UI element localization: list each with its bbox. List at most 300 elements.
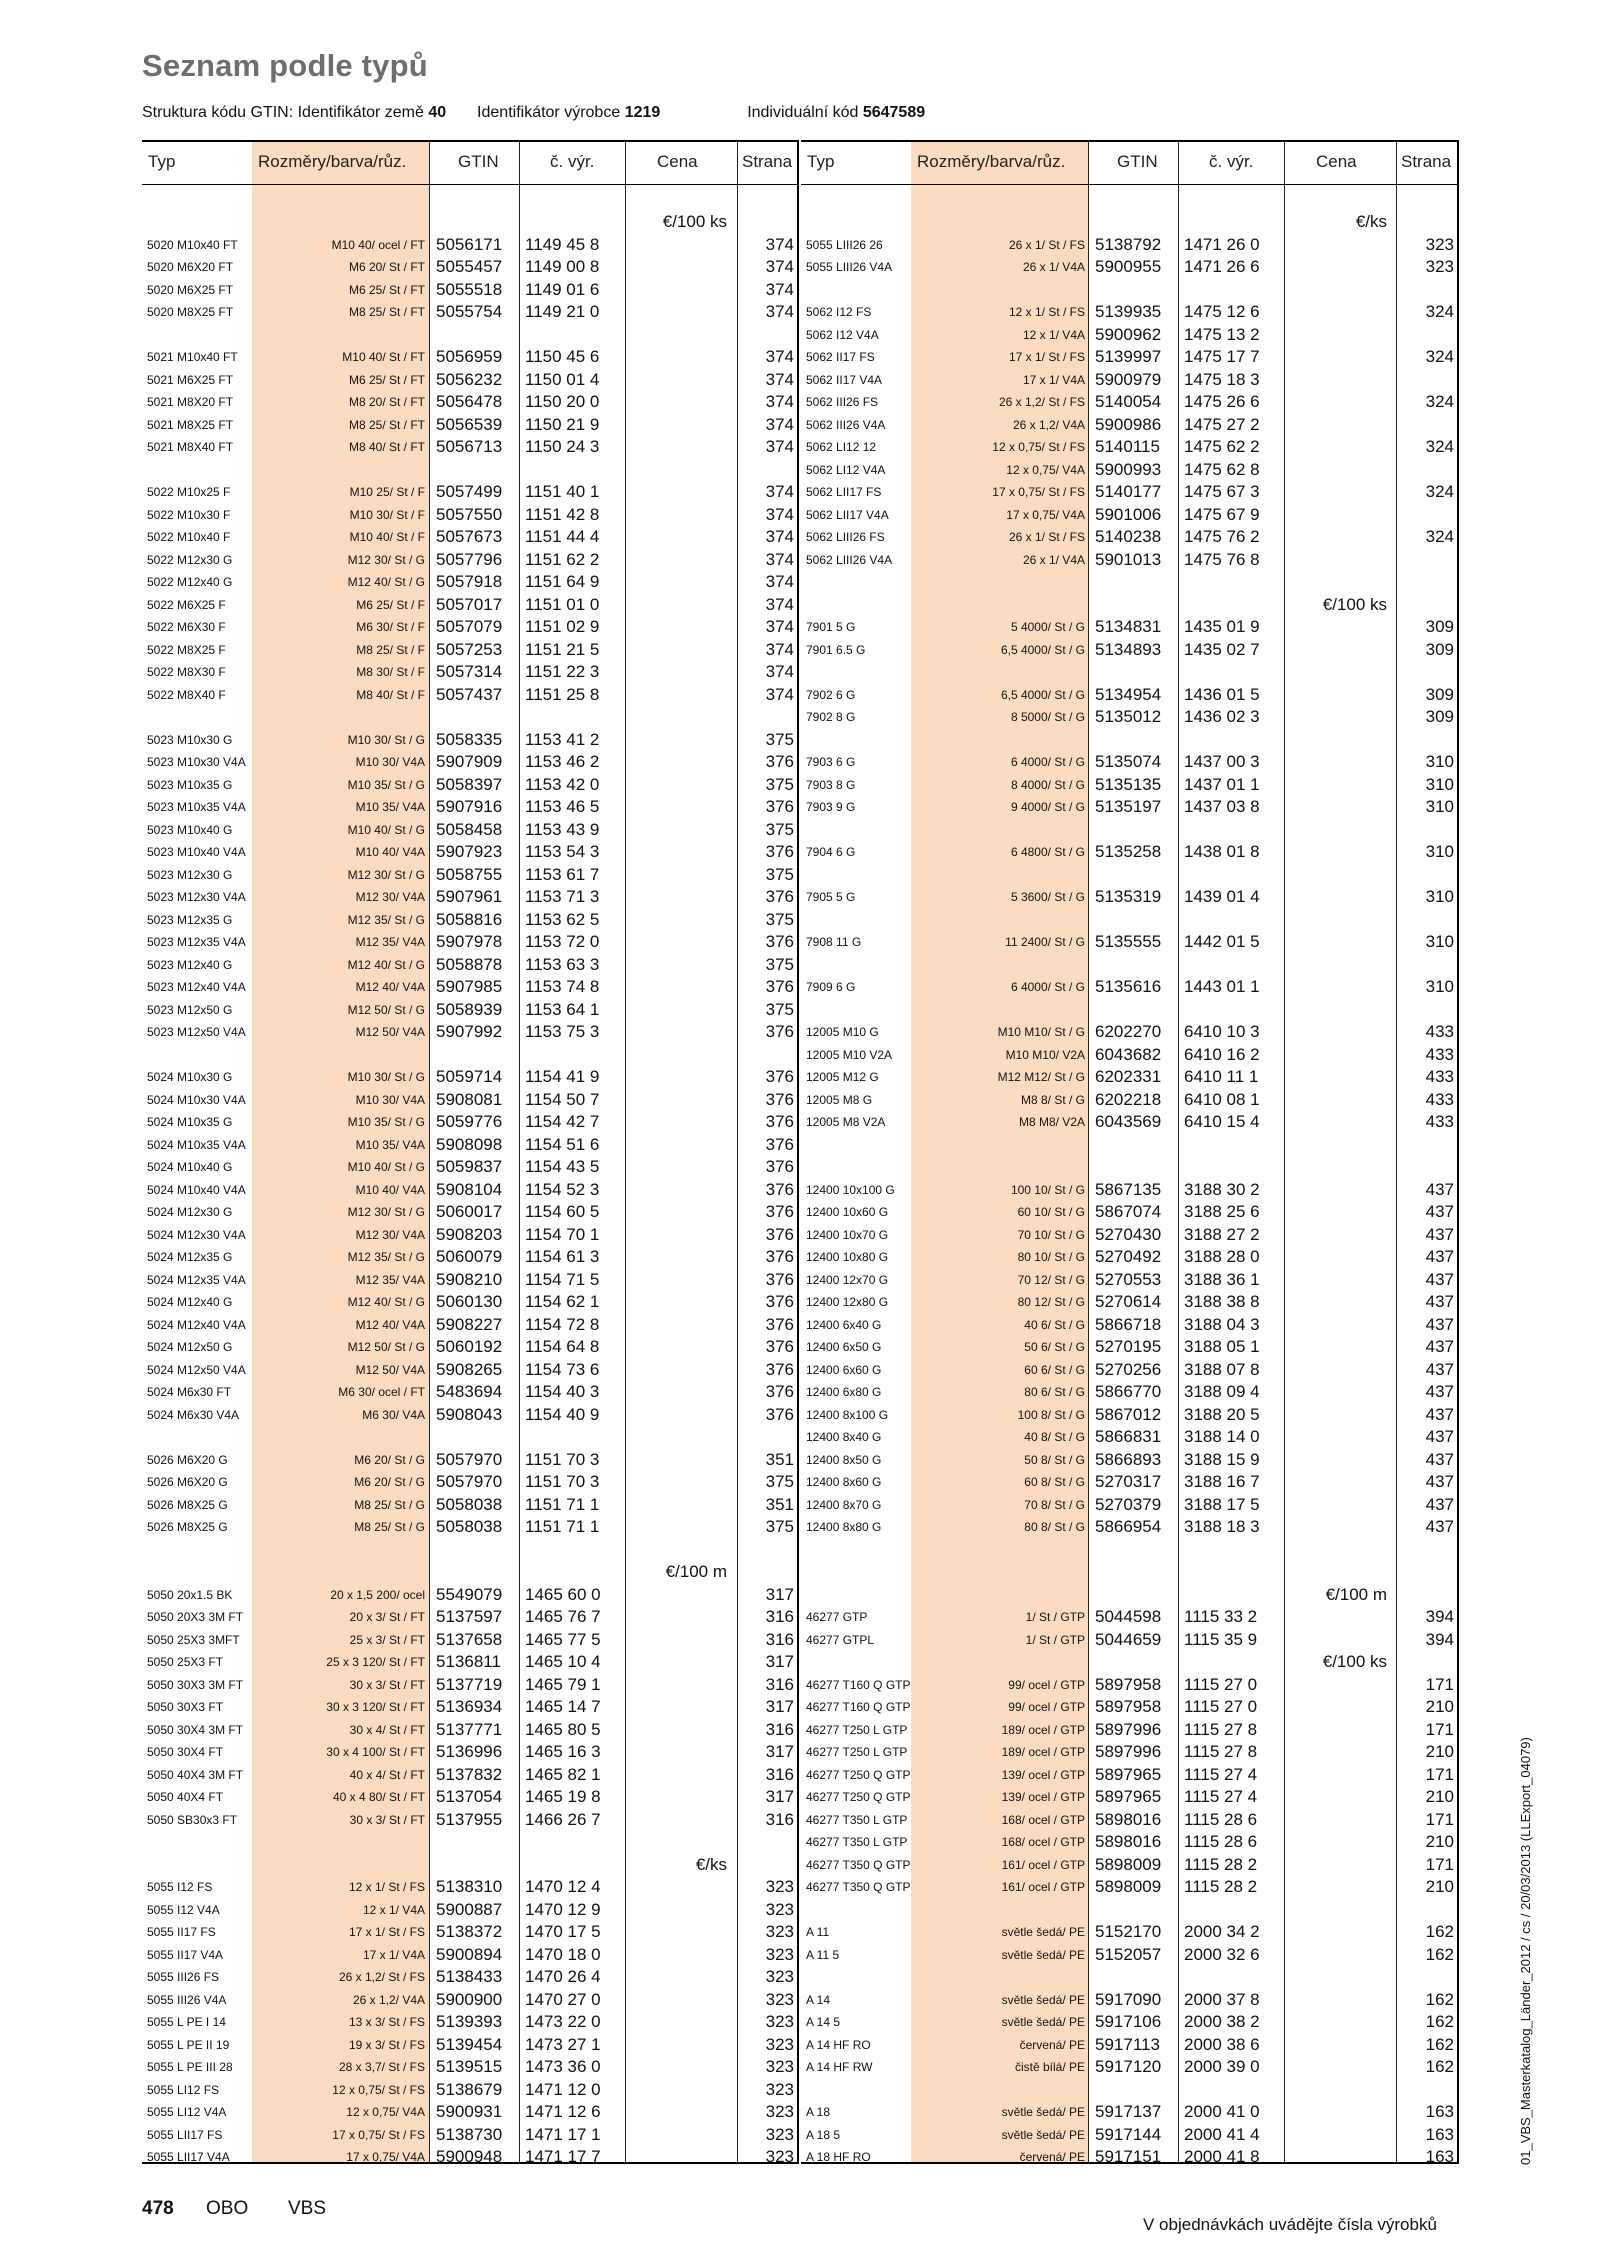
cell-typ: 5024 M6x30 FT [147, 1385, 232, 1399]
left-table [142, 140, 797, 2164]
cell-typ: 5026 M8X25 G [147, 1520, 228, 1534]
cell-str: 316 [765, 1764, 794, 1784]
cell-str: 376 [765, 797, 794, 816]
table-row [801, 1470, 1457, 1493]
table-row [142, 413, 797, 436]
cell-cvyr: 1153 63 3 [525, 954, 600, 974]
cell-dim: 19 x 3/ St / FS [348, 2037, 425, 2052]
cell-typ: 5055 I12 V4A [147, 1902, 220, 1917]
table-row [142, 660, 797, 683]
cell-cvyr: 2000 39 0 [1184, 2057, 1260, 2076]
cell-cena: €/100 ks [662, 212, 727, 231]
cell-str: 376 [765, 1224, 794, 1244]
cell-typ: 5055 LII17 FS [147, 2127, 223, 2142]
cell-cvyr: 1154 52 3 [525, 1179, 600, 1199]
table-row [142, 2055, 797, 2078]
cell-cena: €/100 ks [1322, 594, 1387, 614]
cell-dim: 17 x 0,75/ St / FS [992, 485, 1085, 499]
table-row [142, 1200, 797, 1223]
cell-dim: 30 x 4 100/ St / FT [326, 1745, 425, 1759]
cell-typ: 5050 30X3 3M FT [147, 1677, 244, 1692]
cell-dim: 60 6/ St / G [1024, 1362, 1085, 1377]
table-row [801, 503, 1457, 526]
cell-gtin: 5057796 [436, 549, 503, 569]
cell-str: 374 [765, 662, 794, 681]
cell-typ: A 18 5 [806, 2127, 841, 2142]
table-row [801, 1583, 1457, 1606]
cell-str: 433 [1425, 1044, 1454, 1064]
cell-cvyr: 6410 16 2 [1184, 1044, 1260, 1064]
cell-typ: 12400 12x70 G [806, 1272, 889, 1287]
cell-dim: M8 40/ St / F [356, 687, 425, 702]
table-row [801, 1178, 1457, 1201]
cell-str: 374 [765, 572, 794, 591]
table-row [801, 1718, 1457, 1741]
table-row [142, 930, 797, 953]
table-row [801, 1290, 1457, 1313]
cell-str: 323 [765, 1877, 794, 1896]
cell-typ: 7909 6 G [806, 980, 856, 994]
cell-typ: 12400 6x60 G [806, 1362, 882, 1377]
table-row [142, 1110, 797, 1133]
cell-gtin: 5867012 [1095, 1404, 1162, 1424]
cell-dim: M8 40/ St / FT [348, 440, 425, 454]
table-row [801, 2055, 1457, 2078]
table-row [801, 548, 1457, 571]
cell-dim: 17 x 0,75/ V4A [1006, 507, 1085, 522]
cell-str: 433 [1425, 1089, 1454, 1109]
cell-typ: 5050 30X4 3M FT [147, 1722, 244, 1737]
cell-typ: 5024 M12x50 V4A [147, 1362, 246, 1377]
cell-dim: M10 40/ St / F [349, 530, 425, 544]
cell-typ: 12400 8x60 G [806, 1475, 882, 1489]
cell-gtin: 5056539 [436, 414, 503, 434]
cell-cvyr: 2000 34 2 [1184, 1922, 1260, 1941]
cell-gtin: 5908104 [436, 1179, 503, 1199]
cell-cvyr: 1151 02 9 [525, 617, 600, 636]
cell-gtin: 5137054 [436, 1787, 503, 1806]
cell-cvyr: 1465 14 7 [525, 1697, 601, 1716]
cell-str: 210 [1425, 1697, 1454, 1716]
cell-typ: 5062 LII17 FS [806, 485, 882, 499]
cell-gtin: 5140115 [1095, 437, 1160, 456]
cell-str: 171 [1425, 1674, 1454, 1694]
cell-str: 374 [765, 549, 794, 569]
cell-dim: světle šedá/ PE [1001, 2015, 1085, 2029]
cell-str: 323 [765, 2124, 794, 2144]
cell-dim: 80 8/ St / G [1024, 1520, 1085, 1534]
cell-dim: M6 25/ St / FT [348, 372, 425, 387]
cell-cvyr: 1470 26 4 [525, 1967, 601, 1986]
cell-dim: M10 35/ V4A [355, 800, 425, 814]
cell-cvyr: 1475 17 7 [1184, 347, 1260, 366]
cell-gtin: 5135012 [1095, 707, 1162, 726]
cell-dim: M12 35/ St / G [347, 1250, 425, 1264]
cell-str: 376 [765, 1022, 794, 1041]
cell-str: 437 [1425, 1427, 1454, 1446]
cell-typ: 12400 10x70 G [806, 1227, 889, 1242]
table-row [801, 2078, 1457, 2101]
table-row [801, 1133, 1457, 1156]
cell-dim: M8 25/ St / FT [348, 305, 425, 319]
table-row [801, 1335, 1457, 1358]
cell-dim: M10 30/ St / G [347, 732, 425, 747]
cell-str: 324 [1425, 527, 1454, 546]
cell-typ: 5023 M12x35 V4A [147, 935, 246, 949]
table-row [142, 593, 797, 616]
cell-str: 375 [765, 999, 794, 1019]
cell-str: 323 [765, 2057, 794, 2076]
cell-dim: M6 20/ St / G [354, 1452, 425, 1467]
cell-cvyr: 1475 67 3 [1184, 482, 1260, 501]
cell-cvyr: 3188 09 4 [1184, 1382, 1260, 1401]
cell-gtin: 5917113 [1095, 2034, 1160, 2054]
cell-typ: A 14 [806, 1992, 831, 2007]
cell-dim: M8 8/ St / G [1020, 1092, 1085, 1107]
cell-dim: 40 8/ St / G [1024, 1430, 1085, 1444]
cell-gtin: 5270256 [1095, 1359, 1162, 1379]
cell-typ: 46277 GTP [806, 1610, 868, 1624]
cell-str: 317 [765, 1584, 794, 1604]
cell-str: 437 [1425, 1517, 1454, 1536]
header-cvyr: č. výr. [550, 152, 595, 171]
table-row [801, 1493, 1457, 1516]
table-row [801, 1425, 1457, 1448]
cell-str: 323 [765, 1899, 794, 1919]
cell-typ: 5050 25X3 FT [147, 1655, 224, 1669]
cell-typ: 5024 M12x35 V4A [147, 1272, 246, 1287]
cell-dim: červená/ PE [1019, 2150, 1085, 2164]
cell-dim: 12 x 1/ St / FS [1008, 305, 1085, 319]
cell-cvyr: 1470 17 5 [525, 1922, 601, 1941]
cell-cvyr: 1475 76 2 [1184, 527, 1260, 546]
cell-str: 162 [1425, 1944, 1454, 1964]
cell-dim: M10 M10/ St / G [997, 1025, 1085, 1039]
cell-gtin: 5139393 [436, 2012, 503, 2031]
cell-dim: 5 3600/ St / G [1010, 890, 1085, 904]
cell-typ: 5022 M10x40 F [147, 530, 231, 544]
cell-typ: 5022 M8X30 F [147, 665, 226, 679]
table-row [801, 435, 1457, 458]
table-row [142, 750, 797, 773]
cell-cvyr: 1154 43 5 [525, 1157, 600, 1176]
table-row [801, 953, 1457, 976]
cell-typ: 5022 M10x25 F [147, 485, 231, 499]
cell-str: 210 [1425, 1832, 1454, 1851]
table-row [801, 390, 1457, 413]
cell-str: 310 [1425, 977, 1454, 996]
cell-cvyr: 1153 61 7 [525, 864, 600, 884]
table-row [801, 1808, 1457, 1831]
cell-gtin: 5907923 [436, 842, 503, 861]
cell-typ: 7903 8 G [806, 777, 856, 792]
cell-typ: 7905 5 G [806, 890, 856, 904]
cell-cvyr: 1153 72 0 [525, 932, 600, 951]
cell-cvyr: 1442 01 5 [1184, 932, 1260, 951]
cell-dim: M10 40/ V4A [355, 845, 425, 859]
cell-gtin: 5137771 [436, 1719, 503, 1739]
cell-typ: 5024 M12x30 G [147, 1205, 233, 1219]
cell-str: 376 [765, 932, 794, 951]
cell-str: 394 [1425, 1629, 1454, 1649]
cell-cvyr: 1153 46 2 [525, 752, 600, 771]
cell-gtin: 5866893 [1095, 1449, 1162, 1469]
cell-cvyr: 1475 12 6 [1184, 302, 1260, 321]
table-row [801, 1920, 1457, 1943]
table-row [801, 638, 1457, 661]
cell-gtin: 5907916 [436, 797, 503, 816]
table-row [801, 705, 1457, 728]
table-row [801, 2145, 1457, 2168]
table-row [142, 1898, 797, 1921]
cell-str: 376 [765, 1382, 794, 1401]
cell-cvyr: 1151 40 1 [525, 482, 600, 501]
cell-cena: €/ks [1355, 212, 1387, 231]
table-row [142, 615, 797, 638]
cell-str: 171 [1425, 1809, 1454, 1829]
cell-gtin: 5140177 [1095, 482, 1162, 501]
cell-cvyr: 1475 26 6 [1184, 392, 1260, 411]
cell-gtin: 5866718 [1095, 1314, 1162, 1334]
cell-cvyr: 3188 17 5 [1184, 1494, 1260, 1514]
cell-str: 376 [765, 842, 794, 861]
cell-dim: 28 x 3,7/ St / FS [338, 2060, 425, 2074]
table-row [142, 210, 797, 233]
cell-dim: M10 35/ V4A [355, 1137, 425, 1152]
table-row [142, 1448, 797, 1471]
table-row [142, 2100, 797, 2123]
cell-cvyr: 1153 74 8 [525, 977, 600, 996]
cell-dim: 25 x 3/ St / FT [349, 1632, 425, 1647]
cell-str: 376 [765, 887, 794, 906]
cell-gtin: 5056959 [436, 347, 503, 366]
table-row [801, 1628, 1457, 1651]
cell-cvyr: 1153 64 1 [525, 999, 600, 1019]
cell-cvyr: 1115 28 6 [1184, 1832, 1258, 1851]
cell-dim: 161/ ocel / GTP [1001, 1857, 1085, 1872]
table-row [801, 2033, 1457, 2056]
table-row [142, 1088, 797, 1111]
cell-dim: M12 30/ St / G [347, 1205, 425, 1219]
cell-str: 323 [765, 2034, 794, 2054]
cell-str: 376 [765, 1202, 794, 1221]
cell-cvyr: 1471 26 6 [1184, 257, 1260, 276]
cell-str: 374 [765, 279, 794, 299]
cell-str: 374 [765, 594, 794, 614]
cell-gtin: 5135258 [1095, 842, 1162, 861]
cell-str: 374 [765, 639, 794, 659]
cell-cvyr: 1465 77 5 [525, 1629, 601, 1649]
cell-typ: 5022 M12x30 G [147, 552, 233, 567]
cell-gtin: 5135555 [1095, 932, 1162, 951]
cell-cvyr: 1151 70 3 [525, 1472, 600, 1491]
table-row [142, 638, 797, 661]
cell-str: 324 [1425, 302, 1454, 321]
cell-dim: světle šedá/ PE [1001, 1947, 1085, 1962]
cell-dim: 12 x 1/ St / FS [348, 1880, 425, 1894]
table-row [142, 1718, 797, 1741]
cell-dim: 6 4000/ St / G [1010, 980, 1085, 994]
table-row [142, 1313, 797, 1336]
cell-gtin: 5900979 [1095, 369, 1162, 389]
cell-cvyr: 1115 27 4 [1184, 1764, 1258, 1784]
cell-cvyr: 1151 64 9 [525, 572, 600, 591]
cell-cvyr: 3188 14 0 [1184, 1427, 1260, 1446]
table-row [801, 255, 1457, 278]
cell-cvyr: 3188 27 2 [1184, 1224, 1260, 1244]
cell-cvyr: 1475 62 2 [1184, 437, 1260, 456]
table-row [801, 1673, 1457, 1696]
table-row [801, 1313, 1457, 1336]
cell-typ: 5021 M8X40 FT [147, 440, 234, 454]
table-row [801, 2100, 1457, 2123]
table-row [142, 548, 797, 571]
cell-cvyr: 1115 27 8 [1184, 1742, 1258, 1761]
cell-gtin: 5136934 [436, 1697, 503, 1716]
cell-gtin: 5058458 [436, 819, 503, 839]
cell-dim: 26 x 1/ St / FS [1008, 530, 1085, 544]
cell-dim: čistě bílá/ PE [1014, 2060, 1085, 2074]
cell-typ: 5023 M10x30 G [147, 732, 233, 747]
cell-dim: 100 8/ St / G [1017, 1407, 1085, 1422]
cell-str: 375 [765, 864, 794, 884]
cell-typ: 5062 II17 FS [806, 350, 875, 364]
table-row [801, 1898, 1457, 1921]
cell-dim: 5 4000/ St / G [1010, 620, 1085, 634]
cell-cvyr: 6410 10 3 [1184, 1022, 1260, 1041]
header-typ: Typ [148, 152, 176, 171]
cell-dim: 30 x 3/ St / FT [349, 1677, 425, 1692]
cell-typ: 5023 M10x40 G [147, 822, 233, 837]
cell-dim: 30 x 4/ St / FT [349, 1722, 425, 1737]
cell-gtin: 5900986 [1095, 414, 1162, 434]
cell-typ: 12400 8x70 G [806, 1497, 882, 1512]
cell-dim: M10 25/ St / F [349, 485, 425, 499]
cell-typ: 5055 L PE I 14 [147, 2015, 226, 2029]
cell-str: 437 [1425, 1449, 1454, 1469]
cell-gtin: 5057970 [436, 1449, 503, 1469]
cell-typ: 5062 LI12 V4A [806, 462, 886, 477]
cell-dim: 11 2400/ St / G [1005, 935, 1085, 949]
cell-str: 162 [1425, 2012, 1454, 2031]
cell-str: 374 [765, 234, 794, 254]
cell-dim: 25 x 3 120/ St / FT [326, 1655, 425, 1669]
table-row [801, 278, 1457, 301]
table-row [801, 998, 1457, 1021]
cell-dim: M12 40/ St / G [347, 1295, 425, 1309]
table-row [142, 705, 797, 728]
cell-cvyr: 3188 05 1 [1184, 1337, 1260, 1356]
cell-dim: 17 x 1/ St / FS [1008, 350, 1085, 364]
page-title: Seznam podle typů [142, 48, 428, 83]
cell-typ: 5055 LII17 V4A [147, 2150, 230, 2164]
cell-cvyr: 1471 26 0 [1184, 234, 1260, 254]
cell-cvyr: 1115 28 6 [1184, 1809, 1258, 1829]
cell-gtin: 5270317 [1095, 1472, 1162, 1491]
table-row [142, 1515, 797, 1538]
cell-gtin: 5058397 [436, 774, 503, 794]
cell-dim: 6 4800/ St / G [1010, 845, 1085, 859]
table-row [801, 593, 1457, 616]
cell-dim: M12 35/ St / G [347, 912, 425, 927]
table-row [142, 1740, 797, 1763]
cell-typ: 12005 M8 V2A [806, 1115, 886, 1129]
table-row [142, 570, 797, 593]
cell-str: 162 [1425, 2057, 1454, 2076]
cell-gtin: 5058878 [436, 954, 503, 974]
cell-gtin: 5059837 [436, 1157, 503, 1176]
cell-dim: 30 x 3/ St / FT [349, 1812, 425, 1827]
cell-str: 316 [765, 1607, 794, 1626]
table-row [142, 345, 797, 368]
cell-typ: 12400 8x80 G [806, 1520, 882, 1534]
cell-typ: 5050 20x1.5 BK [147, 1587, 233, 1602]
cell-gtin: 5056478 [436, 392, 503, 411]
cell-dim: 26 x 1/ V4A [1022, 552, 1085, 567]
table-row [801, 300, 1457, 323]
cell-gtin: 5056171 [436, 234, 503, 254]
table-row [801, 210, 1457, 233]
column-divider [797, 140, 799, 2164]
cell-cena: €/100 ks [1322, 1652, 1387, 1671]
cell-dim: M10 40/ St / FT [342, 350, 425, 364]
cell-typ: 5055 L PE III 28 [147, 2060, 233, 2074]
cell-gtin: 5897965 [1095, 1787, 1162, 1806]
cell-str: 210 [1425, 1787, 1454, 1806]
cell-typ: 5024 M10x35 G [147, 1115, 233, 1129]
cell-typ: 5055 LI12 FS [147, 2082, 220, 2097]
cell-str: 376 [765, 1134, 794, 1154]
cell-cvyr: 2000 38 6 [1184, 2034, 1260, 2054]
table-row [142, 1493, 797, 1516]
cell-dim: 26 x 1/ St / FS [1008, 237, 1085, 252]
table-row [142, 975, 797, 998]
cell-cvyr: 1439 01 4 [1184, 887, 1260, 906]
cell-cvyr: 1150 21 9 [525, 414, 600, 434]
cell-dim: 6,5 4000/ St / G [1000, 687, 1085, 702]
cell-gtin: 5270553 [1095, 1269, 1162, 1289]
cell-typ: 5020 M8X25 FT [147, 305, 234, 319]
cell-gtin: 5897996 [1095, 1742, 1162, 1761]
cell-dim: 17 x 0,75/ St / FS [332, 2127, 425, 2142]
cell-dim: 30 x 3 120/ St / FT [326, 1700, 425, 1714]
cell-typ: A 18 HF RO [806, 2150, 871, 2164]
cell-str: 323 [765, 1989, 794, 2009]
cell-cvyr: 1437 03 8 [1184, 797, 1260, 816]
cell-dim: 189/ ocel / GTP [1001, 1722, 1085, 1737]
table-row [801, 1515, 1457, 1538]
cell-str: 316 [765, 1719, 794, 1739]
table-row [801, 1223, 1457, 1246]
cell-cvyr: 3188 28 0 [1184, 1247, 1260, 1266]
cell-typ: A 14 HF RW [806, 2060, 873, 2074]
cell-gtin: 5057550 [436, 504, 503, 524]
cell-dim: M12 40/ St / G [347, 957, 425, 972]
cell-dim: M10 30/ St / G [347, 1070, 425, 1084]
cell-str: 437 [1425, 1247, 1454, 1266]
cell-gtin: 5917120 [1095, 2057, 1162, 2076]
table-row [142, 300, 797, 323]
cell-str: 376 [765, 977, 794, 996]
table-row [142, 1673, 797, 1696]
table-row [142, 323, 797, 346]
cell-typ: 12400 10x60 G [806, 1205, 889, 1219]
cell-gtin: 5898009 [1095, 1877, 1162, 1896]
table-row [801, 795, 1457, 818]
cell-cvyr: 1470 12 4 [525, 1877, 601, 1896]
cell-cvyr: 1150 24 3 [525, 437, 600, 456]
cell-typ: 7903 9 G [806, 800, 856, 814]
